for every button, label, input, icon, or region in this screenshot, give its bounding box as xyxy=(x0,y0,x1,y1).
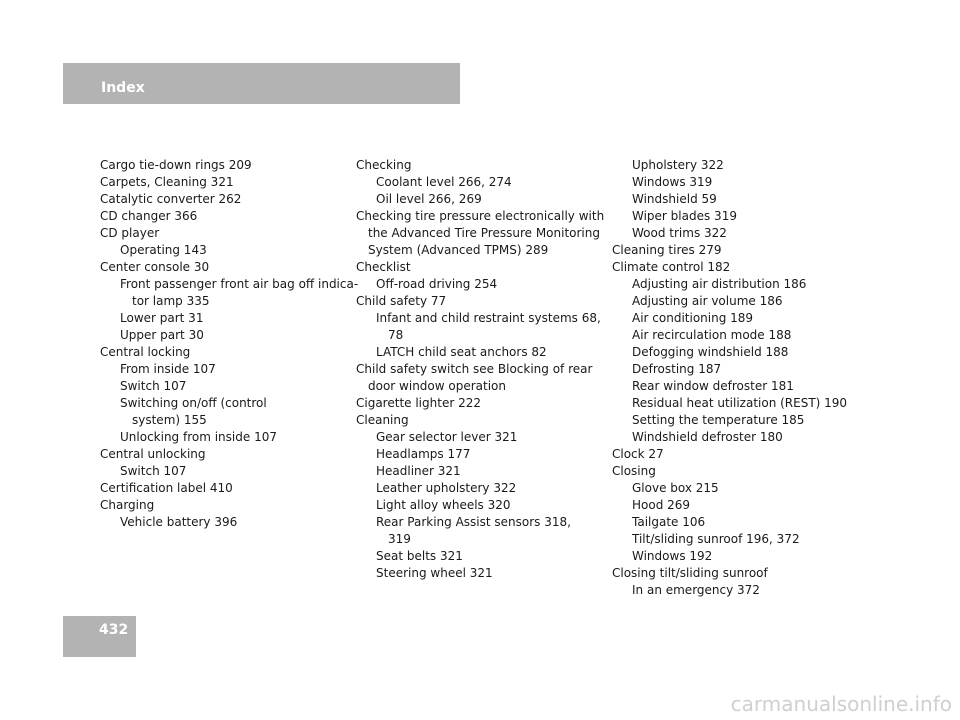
index-entry: Closing tilt/sliding sunroof xyxy=(612,566,768,580)
index-entry: Charging xyxy=(100,498,155,512)
index-subentry: system) 155 xyxy=(132,413,207,427)
index-subentry: Off-road driving 254 xyxy=(376,277,498,291)
index-subentry: Rear Parking Assist sensors 318, xyxy=(376,515,571,529)
index-column-3 xyxy=(612,157,868,599)
index-subentry: Headlamps 177 xyxy=(376,447,471,461)
index-subentry: Windows 192 xyxy=(632,549,713,563)
watermark: carmanualsonline.info xyxy=(730,692,952,716)
index-subentry: Lower part 31 xyxy=(120,311,204,325)
index-subentry: Adjusting air distribution 186 xyxy=(632,277,807,291)
index-column-2 xyxy=(356,157,612,582)
index-subentry: Air recirculation mode 188 xyxy=(632,328,792,342)
index-subentry: tor lamp 335 xyxy=(132,294,210,308)
index-subentry: Windshield defroster 180 xyxy=(632,430,783,444)
index-subentry: Tailgate 106 xyxy=(632,515,706,529)
index-entry: Cleaning tires 279 xyxy=(612,243,722,257)
page-title: Index xyxy=(101,80,145,96)
index-subentry: In an emergency 372 xyxy=(632,583,760,597)
index-subentry: Residual heat utilization (REST) 190 xyxy=(632,396,848,410)
index-subentry: Operating 143 xyxy=(120,243,207,257)
index-entry: Cargo tie-down rings 209 xyxy=(100,158,252,172)
index-subentry: Defogging windshield 188 xyxy=(632,345,789,359)
header-bar xyxy=(63,63,460,104)
index-subentry: Switch 107 xyxy=(120,379,187,393)
index-subentry: Wood trims 322 xyxy=(632,226,727,240)
index-subentry: Wiper blades 319 xyxy=(632,209,737,223)
index-entry: Child safety 77 xyxy=(356,294,447,308)
index-subentry: Glove box 215 xyxy=(632,481,719,495)
index-entry: Checklist xyxy=(356,260,411,274)
index-subentry: Rear window defroster 181 xyxy=(632,379,794,393)
index-subentry: Tilt/sliding sunroof 196, 372 xyxy=(632,532,800,546)
index-subentry: the Advanced Tire Pressure Monitoring xyxy=(368,226,600,240)
index-subentry: Windows 319 xyxy=(632,175,713,189)
index-entry: Child safety switch see Blocking of rear xyxy=(356,362,593,376)
index-subentry: Unlocking from inside 107 xyxy=(120,430,277,444)
index-entry: Certification label 410 xyxy=(100,481,233,495)
index-subentry: Hood 269 xyxy=(632,498,691,512)
index-subentry: Windshield 59 xyxy=(632,192,717,206)
index-subentry: Switching on/off (control xyxy=(120,396,267,410)
page-number: 432 xyxy=(99,622,129,638)
index-subentry: Headliner 321 xyxy=(376,464,461,478)
index-subentry: Light alloy wheels 320 xyxy=(376,498,511,512)
index-entry: Climate control 182 xyxy=(612,260,731,274)
index-subentry: Steering wheel 321 xyxy=(376,566,493,580)
index-entry: CD player xyxy=(100,226,160,240)
index-entry: CD changer 366 xyxy=(100,209,198,223)
index-subentry: LATCH child seat anchors 82 xyxy=(376,345,547,359)
index-entry: Catalytic converter 262 xyxy=(100,192,242,206)
index-entry: Closing xyxy=(612,464,656,478)
index-subentry: Oil level 266, 269 xyxy=(376,192,482,206)
index-entry: Checking tire pressure electronically with xyxy=(356,209,605,223)
index-subentry: Adjusting air volume 186 xyxy=(632,294,783,308)
index-entry: Central unlocking xyxy=(100,447,206,461)
index-entry: Center console 30 xyxy=(100,260,210,274)
index-subentry: Front passenger front air bag off indica- xyxy=(120,277,359,291)
index-subentry: Gear selector lever 321 xyxy=(376,430,518,444)
index-subentry: System (Advanced TPMS) 289 xyxy=(368,243,549,257)
index-subentry: door window operation xyxy=(368,379,507,393)
index-column-1 xyxy=(100,157,359,531)
index-entry: Central locking xyxy=(100,345,191,359)
index-subentry: Air conditioning 189 xyxy=(632,311,754,325)
index-subentry: Infant and child restraint systems 68, xyxy=(376,311,601,325)
index-subentry: Leather upholstery 322 xyxy=(376,481,517,495)
index-subentry: Vehicle battery 396 xyxy=(120,515,238,529)
index-subentry: Upper part 30 xyxy=(120,328,204,342)
index-entry: Cleaning xyxy=(356,413,409,427)
index-subentry: 319 xyxy=(388,532,411,546)
page-number-box xyxy=(63,616,136,657)
index-subentry: Defrosting 187 xyxy=(632,362,722,376)
index-subentry: Coolant level 266, 274 xyxy=(376,175,512,189)
index-subentry: Switch 107 xyxy=(120,464,187,478)
index-subentry: 78 xyxy=(388,328,404,342)
index-entry: Cigarette lighter 222 xyxy=(356,396,481,410)
index-subentry: From inside 107 xyxy=(120,362,216,376)
index-entry: Clock 27 xyxy=(612,447,664,461)
index-subentry: Seat belts 321 xyxy=(376,549,463,563)
index-subentry: Upholstery 322 xyxy=(632,158,724,172)
index-subentry: Setting the temperature 185 xyxy=(632,413,805,427)
index-entry: Carpets, Cleaning 321 xyxy=(100,175,234,189)
index-entry: Checking xyxy=(356,158,412,172)
